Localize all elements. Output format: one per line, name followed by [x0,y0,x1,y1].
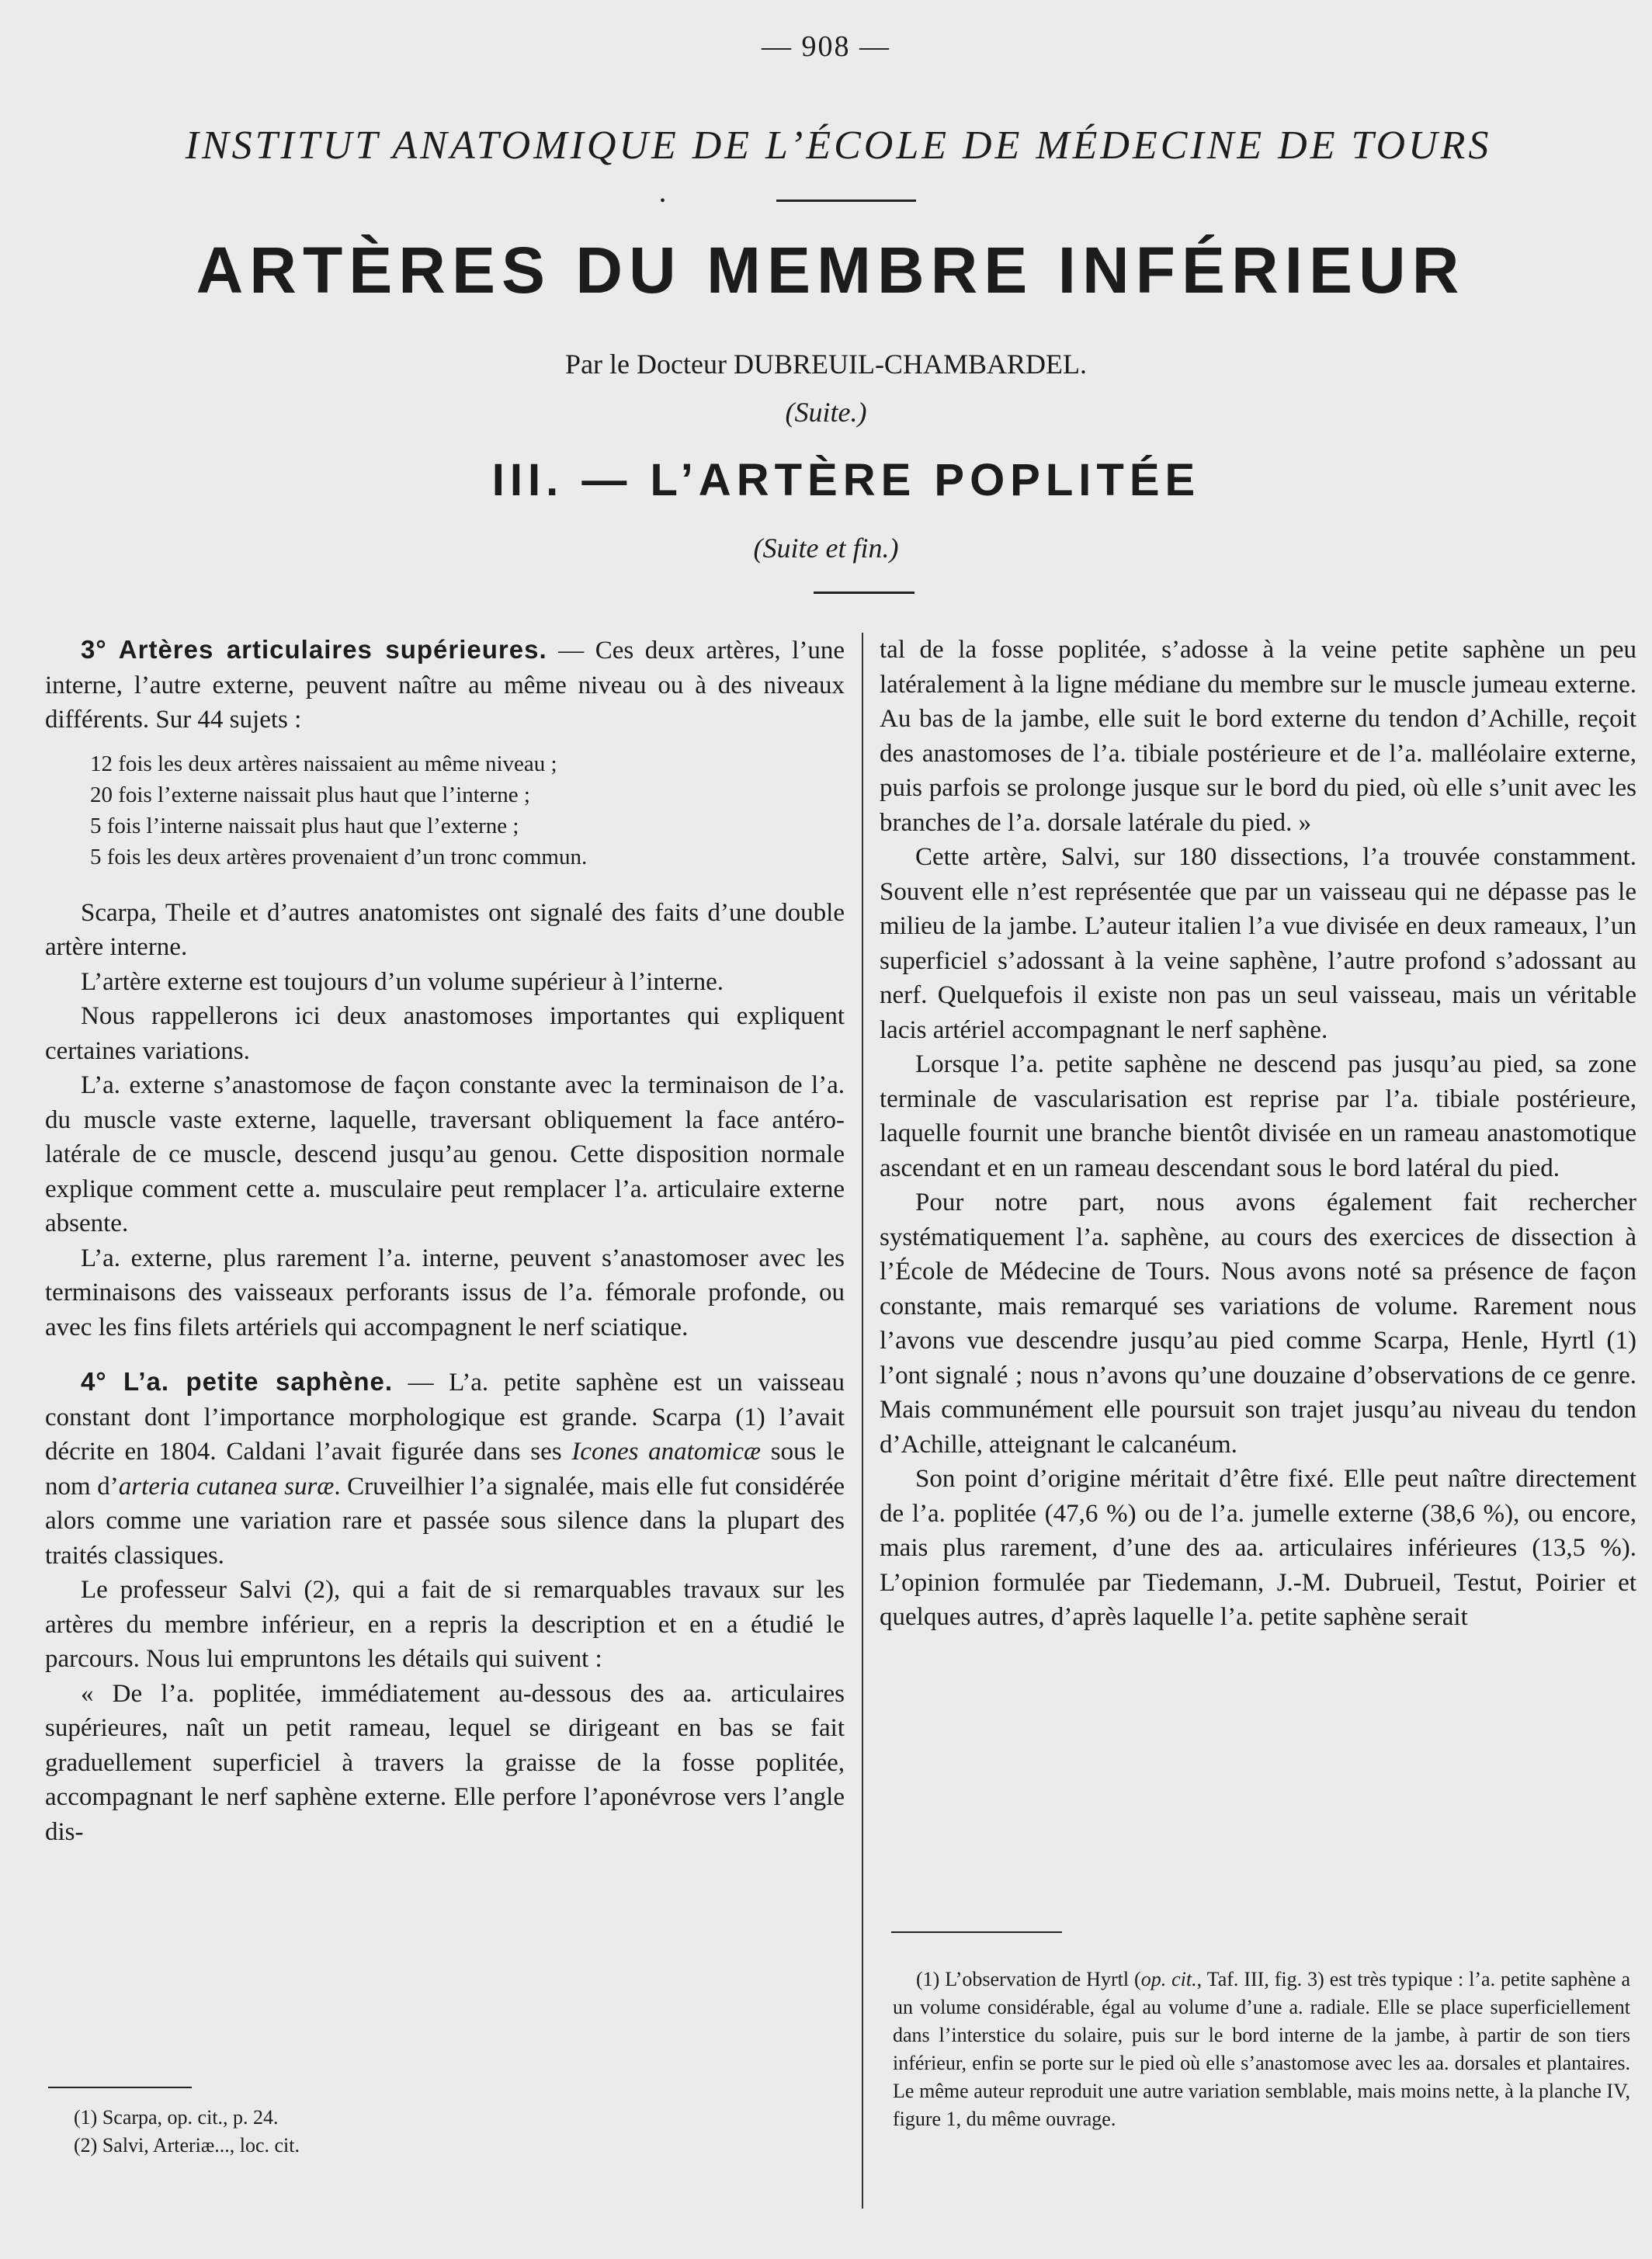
paragraph-art4 [45,1365,845,1573]
footnote-citation: op. cit. [1140,1968,1197,1990]
paragraph: Pour notre part, nous avons également fait rechercher systématiquement l’a. saphène, au cours des exercices de dissection à l’École de Médecine de Tours. Nous avons noté sa présence de façon constante, mais remarqué ses variations de volume. Rarement nous l’avons vue descendre jusqu’au pied comme Scarpa, Henle, Hyrtl (1) l’ont signalé ; nous n’avons qu’une douzaine d’observations de ce genre. Mais communément elle poursuit son trajet jusqu’au niveau du tendon d’Achille, atteignant le calcanéum. [880,1188,1636,1459]
author-byline: Par le Docteur DUBREUIL-CHAMBARDEL. [565,349,1087,380]
paragraph: Cette artère, Salvi, sur 180 dissections, l’a trouvée constamment. Souvent elle n’est représentée que par un vaisseau qui ne dépasse pas le milieu de la jambe. L’auteur italien l’a vue divisée en deux rameaux, l’un superficiel s’adossant à la veine saphène, l’autre profond s’adossant au nerf. Quelquefois il existe non pas un seul vaisseau, mais un véritable lacis artériel accompagnant le nerf saphène. [880,843,1636,1044]
footnote-rule-left [48,2087,192,2088]
paragraph: L’a. externe s’anastomose de façon constante avec la terminaison de l’a. du muscle vaste externe, laquelle, traversant obliquement la face antéro-latérale de ce muscle, descend jusqu’au genou. Cette disposition normale explique comment cette a. musculaire peut remplacer l’a. articulaire externe absente. [45,1071,845,1237]
footnotes-right [893,1966,1630,2133]
section-continuation-note: (Suite et fin.) [753,533,899,564]
art4-text: sous le nom d’ [45,1438,845,1501]
latin-title: Icones anatomicæ [571,1438,762,1466]
stat-item: 5 fois les deux artères provenaient d’un tronc commun. [90,844,588,869]
column-divider [862,633,863,2209]
section-rule [814,592,914,594]
page-number: — 908 — [762,30,890,63]
footnotes-left [74,2104,819,2160]
paragraph: Scarpa, Theile et d’autres anatomistes ont signalé des faits d’une double artère interne. [45,898,845,961]
paragraph: L’a. externe, plus rarement l’a. interne, peuvent s’anastomoser avec les terminaisons des vaisseaux perforants issus de l’a. fémorale profonde, ou avec les fins filets artériels qui accompagnent le nerf sciatique. [45,1244,845,1341]
footnote: (1) Scarpa, op. cit., p. 24. [74,2106,279,2129]
paragraph: Nous rappellerons ici deux anastomoses importantes qui expliquent certaines variations. [45,1002,845,1065]
art3-heading: 3° Artères articulaires supérieures. [81,635,547,664]
paragraph: L’artère externe est toujours d’un volume supérieur à l’interne. [81,967,724,996]
footnote [893,1966,1630,2133]
art3-text: — Ces deux artères, l’une interne, l’autre externe, peuvent naître au même niveau ou à des niveaux différents. Sur 44 sujets : [45,637,845,734]
stat-item: 20 fois l’externe naissait plus haut que l’interne ; [90,782,530,807]
article-title: ARTÈRES DU MEMBRE INFÉRIEUR [196,234,1466,307]
stat-item: 12 fois les deux artères naissaient au même niveau ; [90,751,557,776]
decorative-dot: • [660,193,666,210]
art4-text: . Cruveilhier l’a signalée, mais elle fut considérée alors comme une variation rare et passée sous silence dans la plupart des traités classiques. [45,1472,845,1570]
footnote-rule-right [891,1931,1062,1933]
left-column [45,633,845,1849]
statistics-list [90,748,845,873]
institute-header: INSTITUT ANATOMIQUE DE L’ÉCOLE DE MÉDECINE DE TOURS [185,123,1492,168]
paragraph: tal de la fosse poplitée, s’adosse à la veine petite saphène un peu latéralement à la ligne médiane du membre sur le muscle jumeau externe. Au bas de la jambe, elle suit le bord externe du tendon d’Achille, reçoit des anastomoses de l’a. tibiale postérieure et de l’a. malléolaire externe, puis parfois se prolonge jusque sur le bord du pied, où elle s’unit avec les branches de l’a. dorsale latérale du pied. » [880,636,1636,837]
paragraph: Son point d’origine méritait d’être fixé. Elle peut naître directement de l’a. poplitée (47,6 %) ou de l’a. jumelle externe (38,6 %), ou encore, mais plus rarement, d’une des aa. articulaires inférieures (13,5 %). L’opinion formulée par Tiedemann, J.-M. Dubrueil, Testut, Poirier et quelques autres, d’après laquelle l’a. petite saphène serait [880,1465,1636,1631]
paragraph: Le professeur Salvi (2), qui a fait de si remarquables travaux sur les artères du membre inférieur, en a repris la description et en a étudié le parcours. Nous lui empruntons les détails qui suivent : [45,1576,845,1673]
stat-item: 5 fois l’interne naissait plus haut que l’externe ; [90,813,519,838]
paragraph-art3 [45,633,845,737]
footnote: (2) Salvi, Arteriæ..., loc. cit. [74,2134,300,2157]
footnote-text: (1) L’observation de Hyrtl ( [916,1968,1141,1990]
section-title: III. — L’ARTÈRE POPLITÉE [491,455,1201,505]
paragraph: Lorsque l’a. petite saphène ne descend pas jusqu’au pied, sa zone terminale de vascularisation est reprise par l’a. tibiale postérieure, laquelle fournit une branche bientôt divisée en un rameau anastomotique ascendant et en un rameau descendant sous le bord latéral du pied. [880,1050,1636,1182]
latin-term: arteria cutanea suræ [118,1472,335,1501]
art4-text: — L’a. petite saphène est un vaisseau constant dont l’importance morphologique est grande. Scarpa (1) l’avait décrite en 1804. Caldani l’avait figurée dans ses [45,1369,845,1466]
header-rule [776,200,916,202]
right-column [880,633,1636,1635]
paragraph-quote: « De l’a. poplitée, immédiatement au-dessous des aa. articulaires supérieures, naît un petit rameau, lequel se dirigeant en bas se fait graduellement superficiel à travers la graisse de la fosse poplitée, accompagnant le nerf saphène externe. Elle perfore l’aponévrose vers l’angle dis- [45,1679,845,1846]
art4-heading: 4° L’a. petite saphène. [81,1367,394,1396]
continuation-note: (Suite.) [785,397,867,428]
footnote-text: , Taf. III, fig. 3) est très typique : l’a. petite saphène a un volume considérable, égal au volume d’une a. radiale. Elle se place superficiellement dans l’interstice du solaire, puis sur le bord interne de la jambe, à partir de son tiers inférieur, enfin se porte sur le pied où elle s’anastomose avec les aa. dorsales et plantaires. Le même auteur reproduit une autre variation semblable, mais moins nette, à la planche IV, figure 1, du même ouvrage. [893,1968,1630,2130]
